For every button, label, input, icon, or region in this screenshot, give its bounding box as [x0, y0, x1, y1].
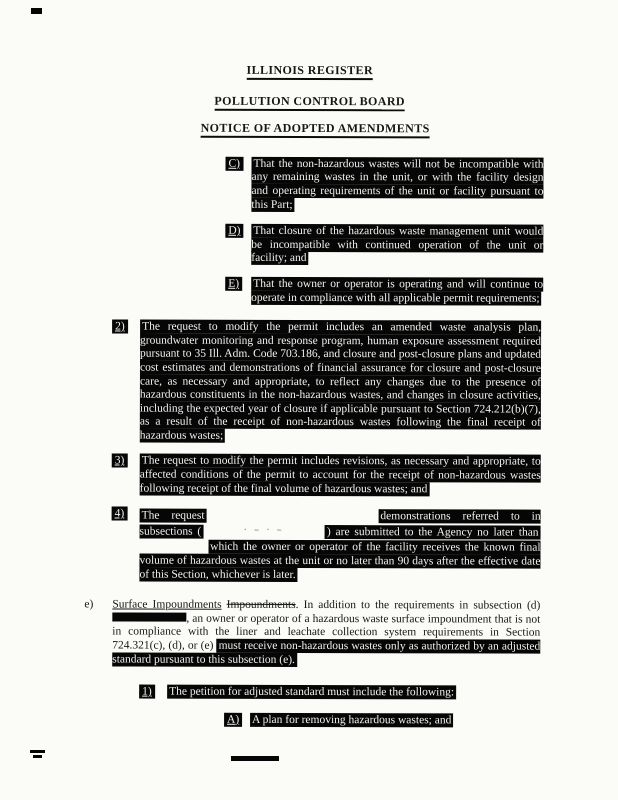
item-E-text: That the owner or operator is operating and will continue to operate in compliance with all applicable permit requirements;	[251, 277, 544, 305]
item-A-text: A plan for removing hazardous wastes; and	[250, 714, 542, 728]
item-1-label: 1)	[139, 686, 167, 700]
redacted-text	[112, 612, 186, 621]
scan-artifact-bottom-center	[231, 756, 279, 761]
item-4-text	[139, 508, 540, 583]
item-4-segment-1: The request	[140, 509, 207, 523]
notice-title	[201, 122, 618, 138]
item-e-segment-1: . In addition to the requirements in subsection (d)	[295, 599, 541, 612]
scan-artifact-bottom-left-2	[33, 755, 42, 758]
board-title	[1, 94, 618, 110]
item-A-label: A)	[224, 714, 250, 728]
item-e-label: e)	[84, 598, 94, 611]
item-C-label: C)	[226, 158, 252, 172]
item-D-text: That closure of the hazardous waste management unit would be incompatible with continued operation of the unit or facility; and	[251, 225, 544, 265]
item-2-label: 2)	[112, 321, 140, 335]
item-e-heading: Surface Impoundments	[112, 598, 222, 611]
notice-title-text: NOTICE OF ADOPTED AMENDMENTS	[201, 121, 430, 139]
item-4-segment-2: demonstrations referred to in subsections (	[139, 510, 541, 538]
item-C	[225, 158, 618, 213]
scan-artifact-bottom-left	[30, 750, 45, 753]
item-1-petition	[139, 686, 617, 701]
item-E	[225, 278, 618, 306]
item-e-struck-word: Impoundments	[226, 599, 296, 612]
item-4	[111, 508, 617, 583]
item-e-text	[112, 599, 540, 668]
register-title	[1, 63, 618, 79]
register-title-text: ILLINOIS REGISTER	[246, 63, 373, 80]
board-title-text: POLLUTION CONTROL BOARD	[214, 93, 405, 110]
washed-out-area-3	[140, 539, 204, 550]
item-e-highlighted-tail: must receive non-hazardous wastes only as authorized by an adjusted standard pursuant to this subsection (e).	[112, 639, 541, 666]
item-3-text: The request to modify the permit includes revisions, as necessary and appropriate, to affected conditions of the permit to account for the receipt of non-hazardous wastes following receipt of the final volume of hazardous wastes; and	[139, 455, 541, 495]
washed-out-area-2: · – · –	[208, 524, 320, 535]
item-C-text: That the non-hazardous wastes will not be incompatible with any remaining wastes in the unit, or with the facility design and operating requirements of the unit or facility pursuant to this Part;	[251, 157, 544, 211]
item-e-surface-impoundments	[84, 599, 617, 668]
item-4-label: 4)	[112, 508, 140, 522]
item-e-segment-2: , an owner or operator of a hazardous waste surface impoundment that is not in compliance with the liner and leachate collection system requirements in Section 724.321(c), (d), or (e)	[112, 612, 541, 652]
item-4-segment-3: ) are submitted to the Agency no later than	[325, 525, 541, 540]
item-4-segment-4: which the owner or operator of the facility receives the known final volume of hazardous wastes at the unit or no later than 90 days after the effective date of this Section, whichever is later.	[139, 541, 541, 581]
item-D	[225, 225, 618, 267]
item-2-text: The request to modify the permit includes an amended waste analysis plan, groundwater monitoring and response program, human exposure assessment required pursuant to 35 Ill. Adm. Code 703.186, and closure and post-closure plans and updated cost estimates and demonstrations of financial assurance for closure and post-closure care, as necessary and appropriate, to reflect any changes due to the presence of hazardous constituents in the non-hazardous wastes, and changes in closure activities, including the expected year of closure if applicable pursuant to Section 724.212(b)(7), as a result of the receipt of non-hazardous wastes following the final receipt of hazardous wastes;	[139, 320, 542, 442]
item-D-label: D)	[225, 225, 251, 239]
washed-out-area-1	[218, 508, 366, 519]
item-2	[112, 321, 618, 445]
item-E-label: E)	[225, 278, 251, 292]
item-A-plan	[224, 714, 617, 729]
item-1-text: The petition for adjusted standard must include the following:	[167, 686, 539, 701]
item-3-label: 3)	[112, 455, 140, 469]
item-3	[112, 455, 618, 497]
